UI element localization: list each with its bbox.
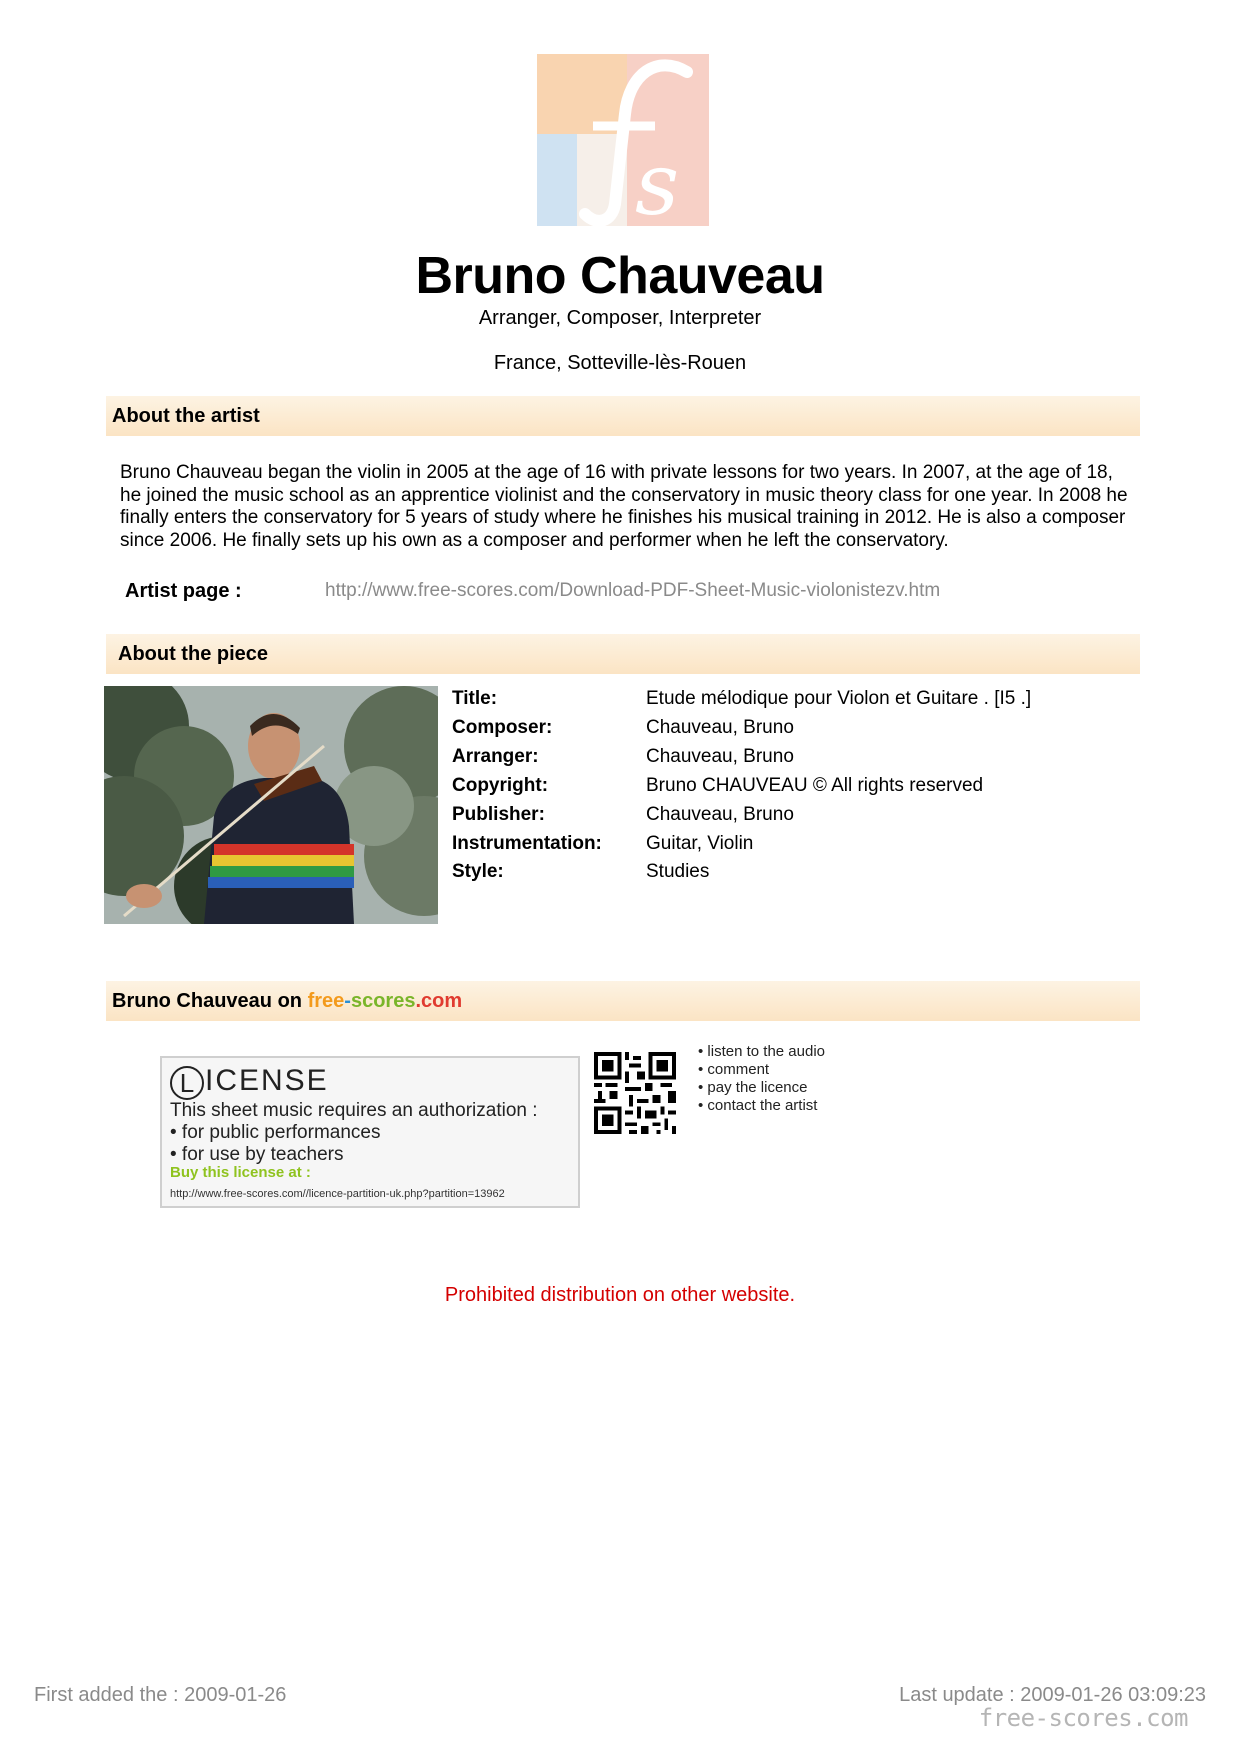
on-site-heading <box>106 981 1140 1021</box>
footer-site-logo: free-scores.com <box>978 1704 1188 1732</box>
title-label: Title: <box>452 688 498 709</box>
license-public-performances: • for public performances <box>170 1122 381 1143</box>
violinist-photo <box>104 686 438 924</box>
site-name-dash: - <box>344 990 351 1012</box>
copyright-label: Copyright: <box>452 775 549 796</box>
instrumentation-label: Instrumentation: <box>452 833 602 854</box>
composer-value: Chauveau, Bruno <box>646 717 794 738</box>
style-label: Style: <box>452 861 504 882</box>
feature-comment[interactable]: • comment <box>698 1061 770 1078</box>
license-requirement: This sheet music requires an authorization : <box>170 1100 538 1121</box>
publisher-value: Chauveau, Bruno <box>646 804 794 825</box>
artist-location: France, Sotteville-lès-Rouen <box>493 352 747 374</box>
free-scores-logo-icon <box>537 54 709 226</box>
license-logo-text: ICENSE <box>205 1064 329 1097</box>
artist-roles: Arranger, Composer, Interpreter <box>478 307 762 329</box>
site-name-free: free <box>307 990 345 1012</box>
arranger-value: Chauveau, Bruno <box>646 746 794 767</box>
qr-code-icon[interactable] <box>594 1052 676 1134</box>
title-value: Etude mélodique pour Violon et Guitare . [I5 .] <box>646 688 1032 709</box>
first-added-date: First added the : 2009-01-26 <box>34 1684 287 1706</box>
artist-name: Bruno Chauveau <box>415 247 825 305</box>
last-update-date: Last update : 2009-01-26 03:09:23 <box>899 1684 1206 1706</box>
site-name-scores: scores <box>350 990 416 1012</box>
feature-pay-licence[interactable]: • pay the licence <box>698 1079 808 1096</box>
composer-label: Composer: <box>452 717 553 738</box>
site-name-com: .com <box>415 990 463 1012</box>
feature-listen-audio[interactable]: • listen to the audio <box>698 1043 826 1060</box>
instrumentation-value: Guitar, Violin <box>646 833 754 854</box>
publisher-label: Publisher: <box>452 804 545 825</box>
license-logo-letter: L <box>170 1066 204 1100</box>
about-artist-heading: About the artist <box>106 396 1140 436</box>
about-piece-heading: About the piece <box>106 634 1140 674</box>
on-site-prefix: Bruno Chauveau on <box>112 990 308 1012</box>
license-teachers: • for use by teachers <box>170 1144 344 1165</box>
license-buy-link[interactable]: http://www.free-scores.com//licence-partition-uk.php?partition=13962 <box>170 1188 505 1200</box>
feature-contact-artist[interactable]: • contact the artist <box>698 1097 818 1114</box>
svg-text:s: s <box>635 135 680 226</box>
license-box[interactable] <box>160 1056 580 1208</box>
license-logo <box>170 1064 329 1100</box>
prohibited-notice: Prohibited distribution on other website. <box>444 1284 796 1306</box>
artist-page-link[interactable]: http://www.free-scores.com/Download-PDF-Sheet-Music-violonistezv.htm <box>325 580 941 601</box>
artist-page-label: Artist page : <box>125 580 242 602</box>
arranger-label: Arranger: <box>452 746 539 767</box>
copyright-value: Bruno CHAUVEAU © All rights reserved <box>646 775 984 796</box>
license-buy-label: Buy this license at : <box>170 1164 311 1181</box>
style-value: Studies <box>646 861 710 882</box>
artist-bio: Bruno Chauveau began the violin in 2005 at the age of 16 with private lessons for two years. In 2007, at the age of 18, he joined the music school as an apprentice violinist and the conservatory in music theory class for one year. In 2008 he finally enters the conservatory for 5 years of study where he finishes his musical training in 2012. He is also a composer since 2006. He finally sets up his own as a composer and performer when he left the conservatory. <box>120 462 1128 551</box>
